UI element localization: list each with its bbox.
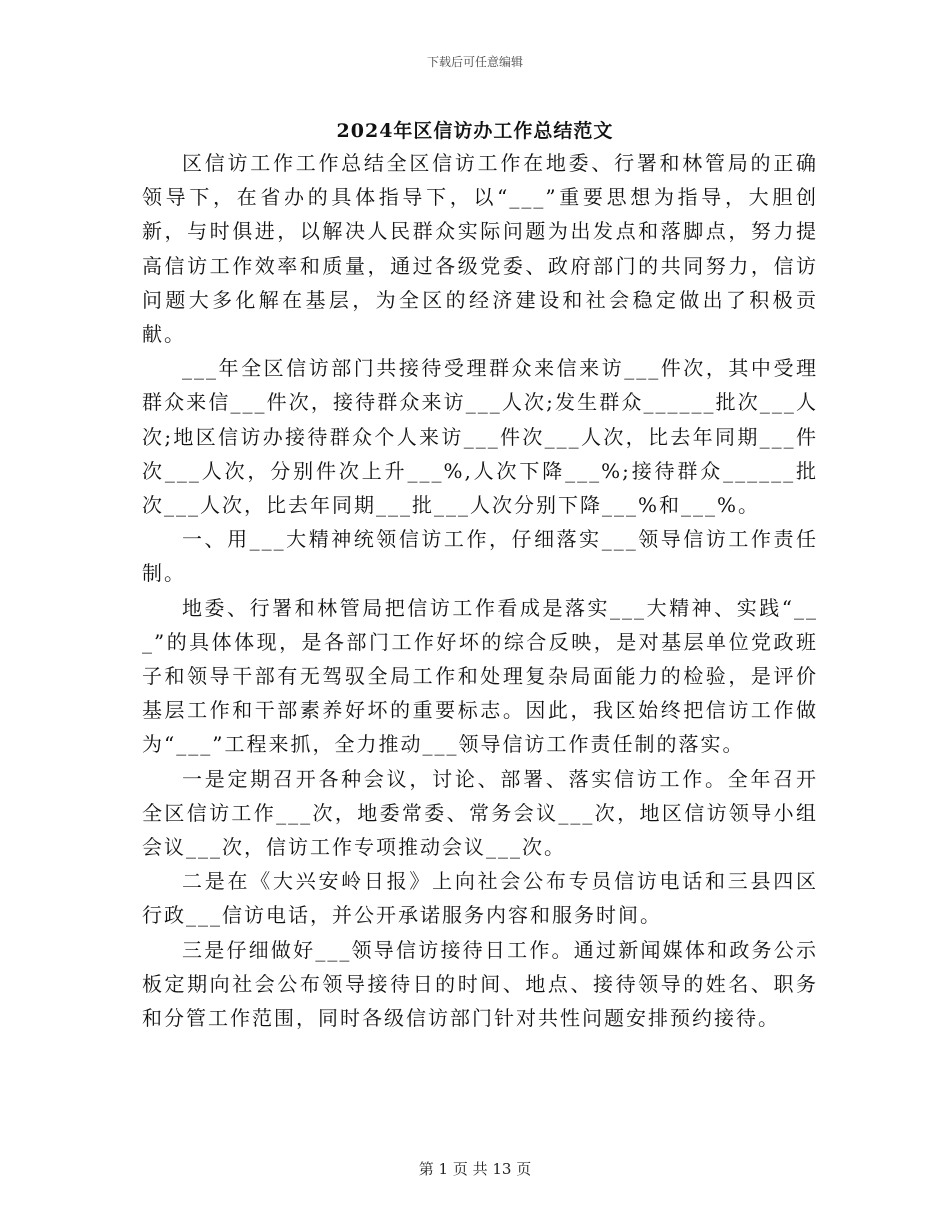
section-heading-1: 一、用___大精神统领信访工作，仔细落实___领导信访工作责任制。 (142, 527, 818, 586)
paragraph-hotline: 二是在《大兴安岭日报》上向社会公布专员信访电话和三县四区行政___信访电话，并公开承诺服务内容和服务时间。 (142, 869, 818, 928)
page-number: 第 1 页 共 13 页 (418, 1160, 532, 1178)
paragraph-reception-day: 三是仔细做好___领导信访接待日工作。通过新闻媒体和政务公示板定期向社会公布领导接待日的时间、地点、接待领导的姓名、职务和分管工作范围，同时各级信访部门针对共性问题安排预约接待。 (142, 937, 818, 1031)
paragraph-meetings: 一是定期召开各种会议，讨论、部署、落实信访工作。全年召开全区信访工作___次，地委常委、常务会议___次，地区信访领导小组会议___次，信访工作专项推动会议___次。 (142, 766, 818, 860)
header-note: 下载后可任意编辑 (426, 55, 523, 69)
paragraph-responsibility: 地委、行署和林管局把信访工作看成是落实___大精神、实践“___”的具体体现，是各部门工作好坏的综合反映，是对基层单位党政班子和领导干部有无驾驭全局工作和处理复杂局面能力的检验，是评价基层工作和干部素养好坏的重要标志。因此，我区始终把信访工作做为“___”工程来抓，全力推动___领导信访工作责任制的落实。 (142, 595, 818, 757)
document-title: 2024年区信访办工作总结范文 (336, 120, 614, 142)
paragraph-statistics: ___年全区信访部门共接待受理群众来信来访___件次，其中受理群众来信___件次，接待群众来访___人次;发生群众______批次___人次;地区信访办接待群众个人来访___件次___人次，比去年同期___件次___人次，分别件次上升___%,人次下降___%;接待群众______批次___人次，比去年同期___批___人次分别下降___%和___%。 (142, 356, 818, 518)
document-body (142, 146, 818, 1035)
paragraph-intro: 区信访工作工作总结全区信访工作在地委、行署和林管局的正确领导下，在省办的具体指导下，以“___”重要思想为指导，大胆创新，与时俱进，以解决人民群众实际问题为出发点和落脚点，努力提高信访工作效率和质量，通过各级党委、政府部门的共同努力，信访问题大多化解在基层，为全区的经济建设和社会稳定做出了积极贡献。 (142, 151, 818, 347)
